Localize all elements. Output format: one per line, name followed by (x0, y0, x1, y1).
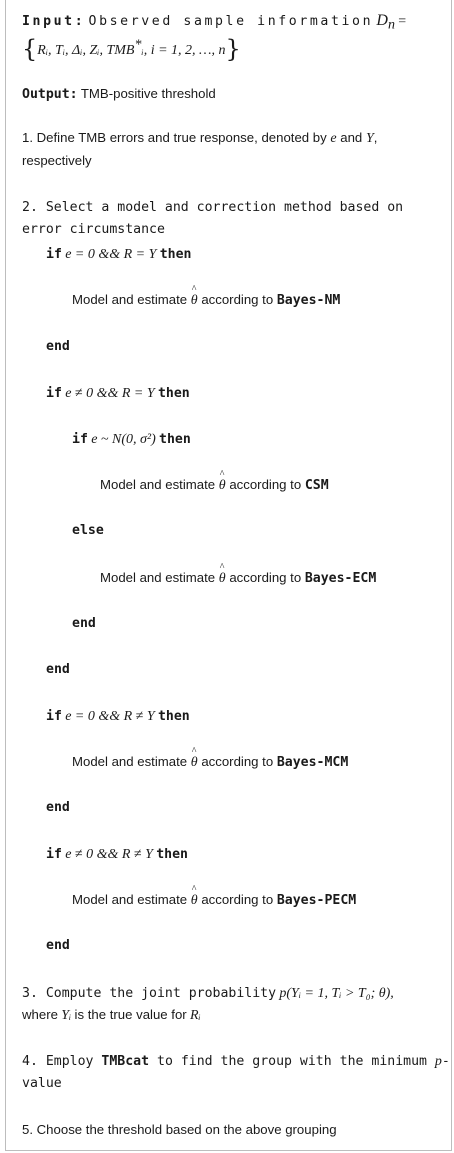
condition-2: e ≠ 0 && R = Y (65, 386, 155, 401)
step3-ri: Rᵢ (189, 1008, 201, 1023)
if-keyword: if (46, 847, 62, 862)
theta-hat: ^ θ (191, 293, 198, 309)
if-keyword: if (72, 432, 88, 447)
step4-text-b: to find the group with the minimum (157, 1054, 427, 1069)
step3-mid: is the true value for (74, 1007, 187, 1022)
according-to: according to (201, 292, 274, 307)
if-block-1 (46, 246, 191, 263)
step3-formula: p(Yᵢ = 1, Tᵢ > T₀; θ), (279, 986, 394, 1001)
step2-line2: error circumstance (22, 222, 165, 237)
output-line (22, 86, 216, 102)
end-inner: end (72, 616, 96, 631)
then-keyword: then (159, 247, 192, 262)
method-csm: CSM (304, 478, 329, 493)
step1-text: 1. Define TMB errors and true response, denoted by (22, 130, 327, 145)
theta-hat: ^ θ (219, 571, 226, 587)
step3-where: where (22, 1007, 58, 1022)
model-prefix: Model and estimate (72, 292, 188, 307)
input-label: Input: (22, 14, 86, 29)
input-formula-lhs: D (376, 12, 388, 29)
step1-e: e (330, 131, 337, 146)
model-line-5 (72, 892, 356, 909)
according-to: according to (229, 570, 302, 585)
according-to: according to (229, 477, 302, 492)
end-2: end (46, 662, 70, 677)
step4-tool: TMBcat (101, 1054, 150, 1069)
end-3: end (46, 800, 70, 815)
model-prefix: Model and estimate (100, 570, 216, 585)
model-line-1 (72, 292, 340, 309)
then-keyword: then (157, 709, 190, 724)
end-1: end (46, 339, 70, 354)
step1-y: Y (365, 131, 374, 146)
theta-hat: ^ θ (191, 755, 198, 771)
model-line-3 (100, 570, 376, 587)
input-text: Observed sample information (88, 14, 374, 29)
step3-yi: Yᵢ (61, 1008, 72, 1023)
method-bayes-mcm: Bayes-MCM (276, 755, 349, 770)
condition-inner: e ~ N(0, σ²) (91, 432, 156, 447)
according-to: according to (201, 892, 274, 907)
if-block-3 (46, 708, 190, 725)
then-keyword: then (156, 847, 188, 862)
condition-3: e = 0 && R ≠ Y (65, 709, 155, 724)
output-text: TMB-positive threshold (80, 86, 216, 101)
step4-text: 4. Employ (22, 1054, 94, 1069)
then-keyword: then (159, 432, 191, 447)
condition-1: e = 0 && R = Y (65, 247, 157, 262)
step4-line1 (22, 1054, 450, 1070)
method-bayes-nm: Bayes-NM (276, 293, 341, 308)
method-bayes-ecm: Bayes-ECM (304, 571, 377, 586)
if-keyword: if (46, 709, 62, 724)
step1-line1 (22, 130, 377, 147)
model-line-4 (72, 754, 348, 771)
model-prefix: Model and estimate (72, 754, 188, 769)
model-prefix: Model and estimate (72, 892, 188, 907)
condition-4: e ≠ 0 && R ≠ Y (65, 847, 153, 862)
according-to: according to (201, 754, 274, 769)
input-formula-eq: = (398, 14, 407, 29)
input-set-star: * (134, 37, 142, 53)
input-set-tail: ᵢ, i = 1, 2, …, n (141, 43, 226, 58)
step4-p: p (434, 1054, 442, 1069)
step1-and: and (340, 130, 363, 145)
model-prefix: Model and estimate (100, 477, 216, 492)
method-bayes-pecm: Bayes-PECM (276, 893, 357, 908)
step4-dash: - (441, 1054, 450, 1069)
theta-hat: ^ θ (191, 893, 198, 909)
if-keyword: if (46, 386, 62, 401)
step3-line2 (22, 1007, 201, 1024)
then-keyword: then (157, 386, 190, 401)
step2-line1: 2. Select a model and correction method based on (22, 200, 404, 215)
if-block-2 (46, 385, 190, 402)
output-label: Output: (22, 87, 78, 102)
if-block-inner (72, 431, 191, 448)
theta-hat: ^ θ (219, 478, 226, 494)
model-line-2 (100, 477, 329, 494)
end-4: end (46, 938, 70, 953)
input-set-line: {Rᵢ, Tᵢ, Δᵢ, Zᵢ, TMB*ᵢ, i = 1, 2, …, n} (22, 35, 241, 63)
input-line (22, 12, 406, 34)
step3-line1 (22, 985, 394, 1002)
step1-line2: respectively (22, 153, 92, 168)
step4-line2: value (22, 1076, 62, 1091)
else-1: else (72, 523, 104, 538)
input-set-body: Rᵢ, Tᵢ, Δᵢ, Zᵢ, TMB (37, 43, 135, 58)
algorithm-box (5, 0, 452, 1151)
step3-text: 3. Compute the joint probability (22, 986, 277, 1001)
if-keyword: if (46, 247, 62, 262)
input-formula-sub: n (387, 17, 395, 33)
step1-comma: , (373, 130, 378, 145)
step5-line: 5. Choose the threshold based on the above grouping (22, 1122, 337, 1137)
if-block-4 (46, 846, 188, 863)
